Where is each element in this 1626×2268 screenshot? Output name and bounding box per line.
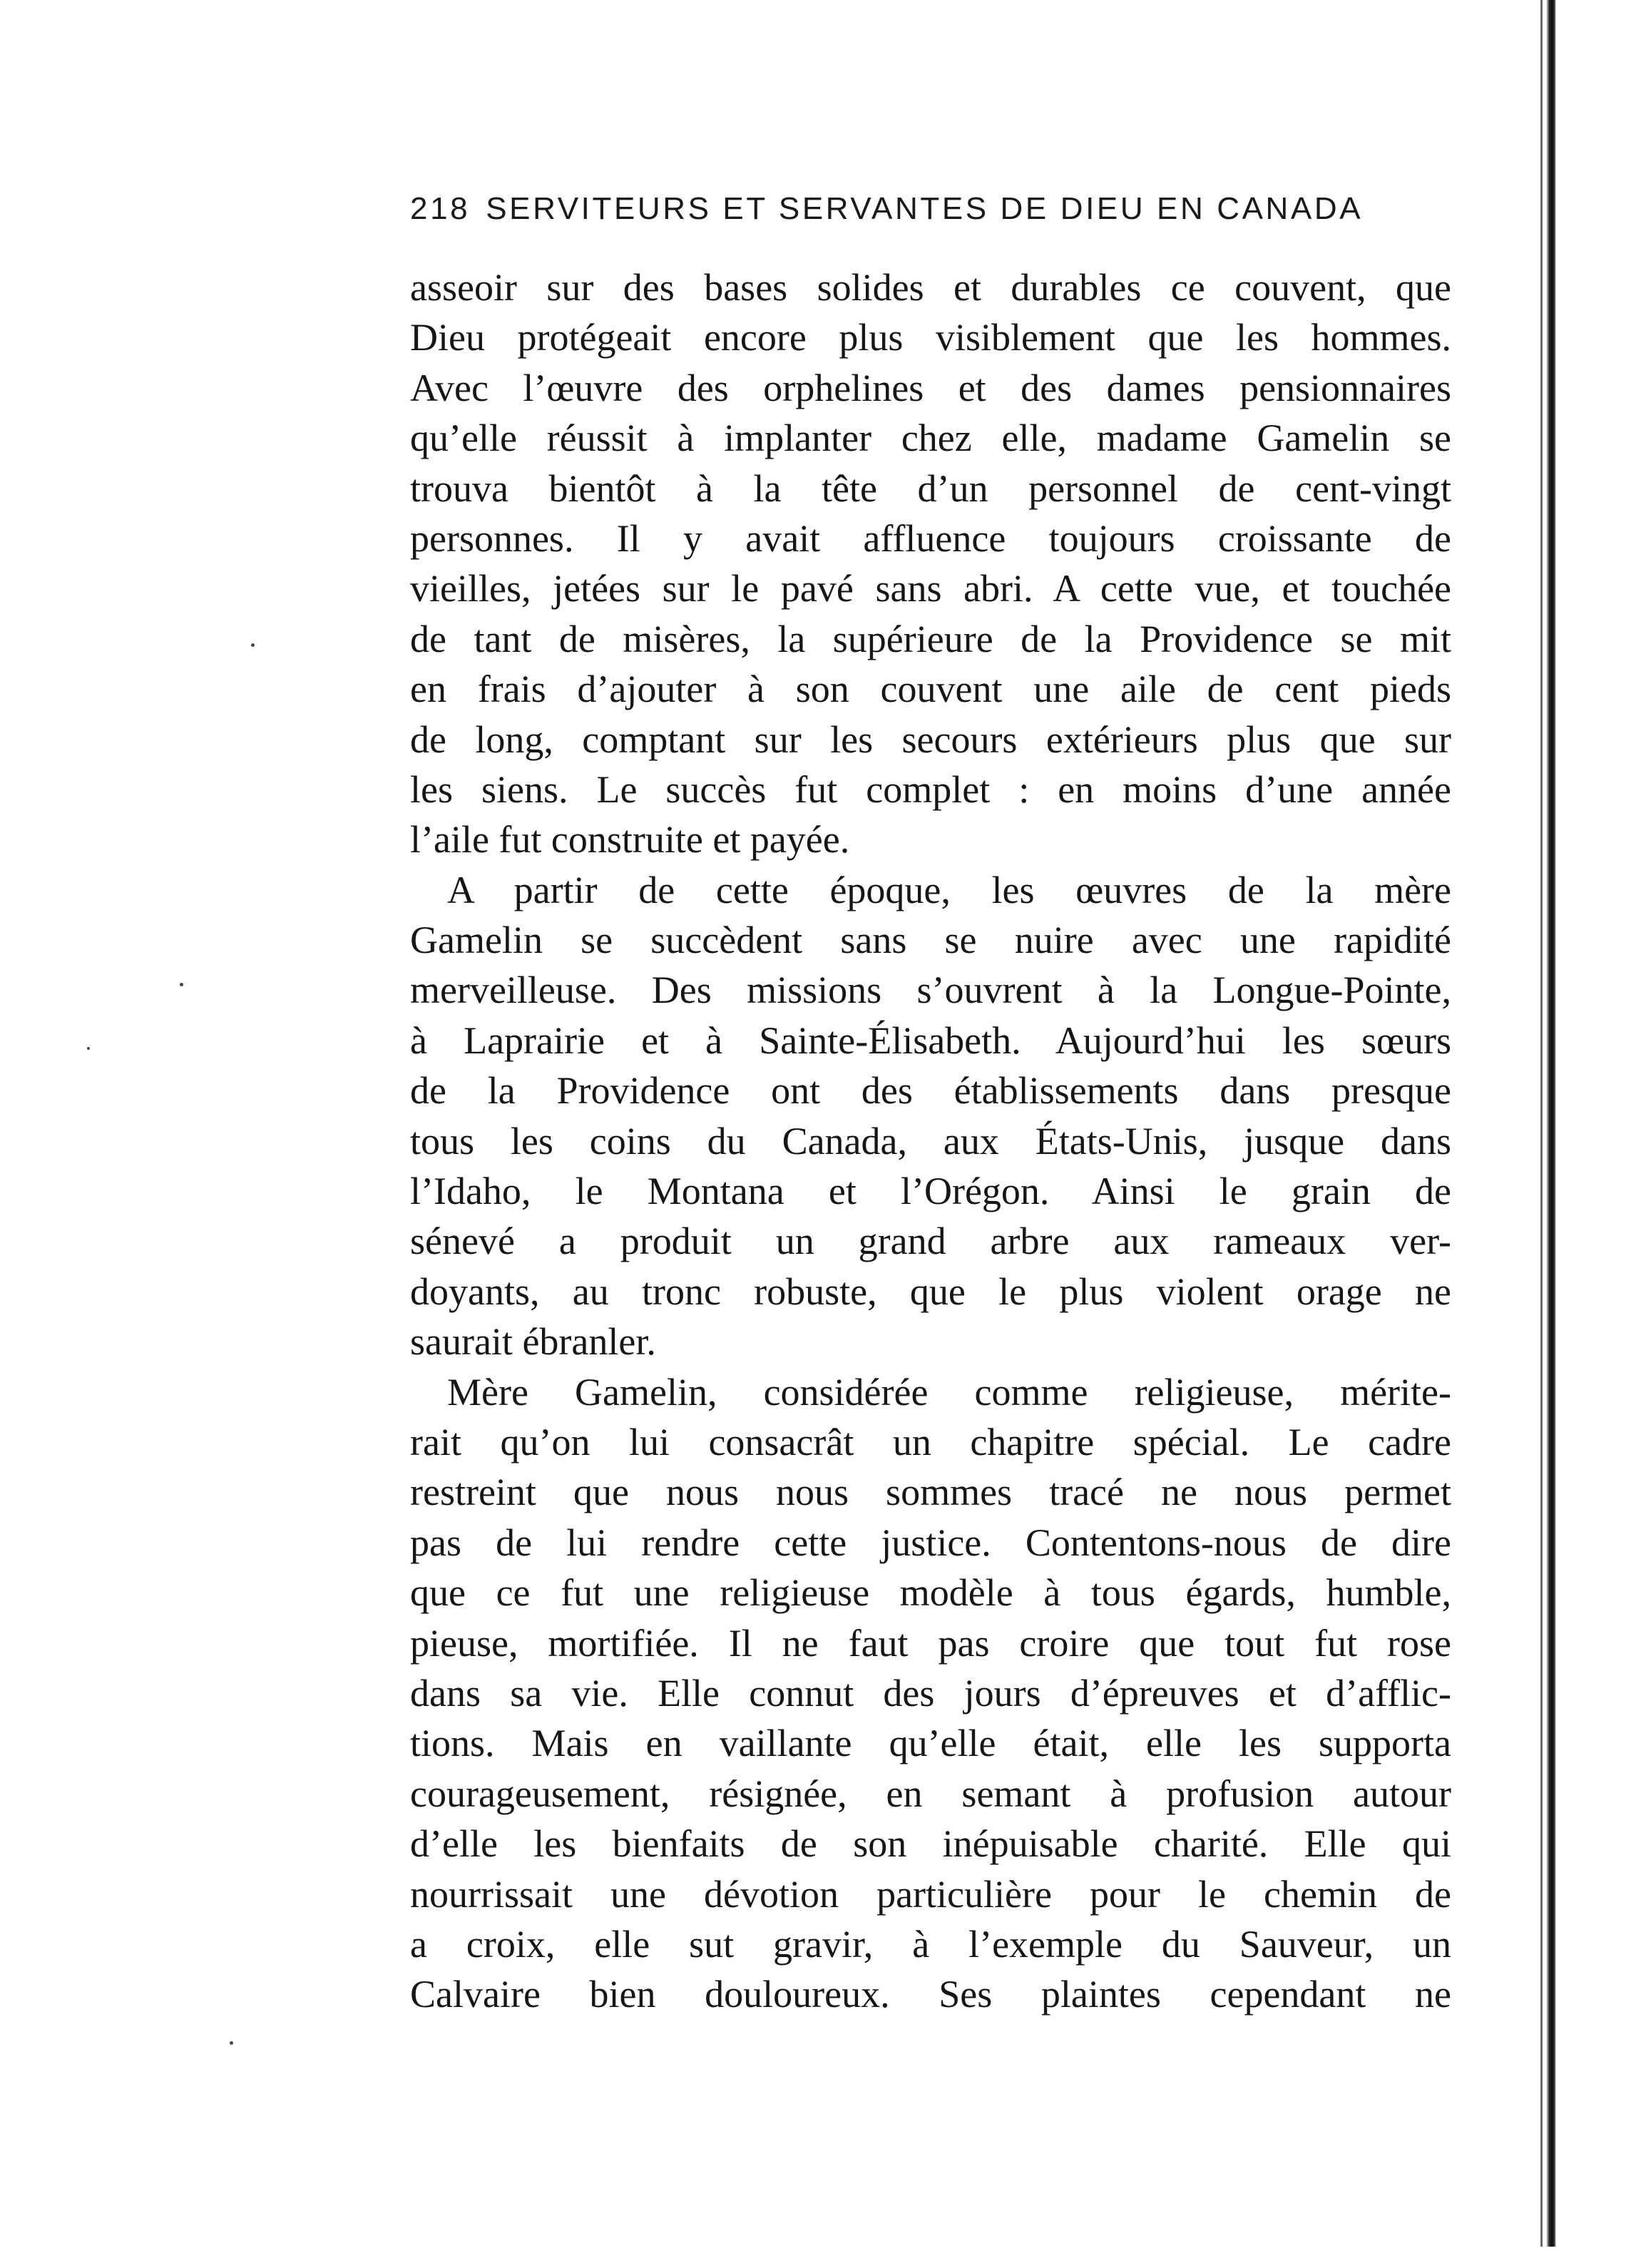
binding-edge-shadow	[1546, 0, 1556, 2247]
text-line: l’aile fut construite et payée.	[410, 818, 850, 862]
text-line: pieuse, mortifiée. Il ne faut pas croire que tout fut rose	[410, 1621, 1451, 1665]
running-title: SERVITEURS ET SERVANTES DE DIEU EN CANADA	[486, 191, 1364, 226]
text-line: l’Idaho, le Montana et l’Orégon. Ainsi le grain de	[410, 1170, 1451, 1213]
text-line: A partir de cette époque, les œuvres de la mère	[447, 868, 1451, 911]
scan-speck	[230, 2041, 233, 2045]
text-line: en frais d’ajouter à son couvent une aile de cent pieds	[410, 668, 1451, 711]
binding-edge-thin	[1540, 0, 1543, 2247]
body-text	[410, 262, 1451, 2020]
text-line: a croix, elle sut gravir, à l’exemple du Sauveur, un	[410, 1922, 1451, 1966]
page-number: 218	[410, 191, 471, 226]
text-line: les siens. Le succès fut complet : en moins d’une année	[410, 767, 1451, 811]
text-line: dans sa vie. Elle connut des jours d’épreuves et d’afflic-	[410, 1671, 1451, 1715]
text-line: rait qu’on lui consacrât un chapitre spécial. Le cadre	[410, 1420, 1451, 1464]
text-line: saurait ébranler.	[410, 1320, 656, 1364]
text-line: Avec l’œuvre des orphelines et des dames pensionnaires	[410, 366, 1451, 409]
text-line: restreint que nous nous sommes tracé ne nous permet	[410, 1471, 1451, 1514]
text-line: courageusement, résignée, en semant à profusion autour	[410, 1772, 1451, 1815]
text-line: personnes. Il y avait affluence toujours croissante de	[410, 516, 1451, 560]
text-line: tous les coins du Canada, aux États-Unis, jusque dans	[410, 1119, 1451, 1163]
text-line: que ce fut une religieuse modèle à tous égards, humble,	[410, 1571, 1451, 1615]
text-line: sénevé a produit un grand arbre aux rameaux ver-	[410, 1220, 1451, 1263]
text-line: Calvaire bien douloureux. Ses plaintes cependant ne	[410, 1973, 1451, 2016]
text-line: qu’elle réussit à implanter chez elle, madame Gamelin se	[410, 417, 1451, 460]
text-line: de long, comptant sur les secours extérieurs plus que sur	[410, 717, 1451, 761]
text-line: vieilles, jetées sur le pavé sans abri. A cette vue, et touchée	[410, 567, 1451, 611]
text-line: Gamelin se succèdent sans se nuire avec une rapidité	[410, 919, 1451, 962]
text-line: pas de lui rendre cette justice. Contentons-nous de dire	[410, 1521, 1451, 1564]
text-line: trouva bientôt à la tête d’un personnel de cent-vingt	[410, 466, 1451, 510]
text-line: d’elle les bienfaits de son inépuisable charité. Elle qui	[410, 1822, 1451, 1866]
text-line: doyants, au tronc robuste, que le plus violent orage ne	[410, 1270, 1451, 1313]
text-line: asseoir sur des bases solides et durables ce couvent, que	[410, 266, 1451, 309]
text-line: nourrissait une dévotion particulière pour le chemin de	[410, 1872, 1451, 1916]
running-header	[410, 191, 1451, 227]
text-line: merveilleuse. Des missions s’ouvrent à la Longue-Pointe,	[410, 969, 1451, 1012]
text-line: de tant de misères, la supérieure de la Providence se mit	[410, 617, 1451, 660]
text-line: de la Providence ont des établissements dans presque	[410, 1069, 1451, 1113]
text-line: Dieu protégeait encore plus visiblement que les hommes.	[410, 316, 1451, 359]
text-line: Mère Gamelin, considérée comme religieuse, mérite-	[447, 1370, 1451, 1414]
text-line: à Laprairie et à Sainte-Élisabeth. Aujourd’hui les sœurs	[410, 1018, 1451, 1062]
scan-speck	[251, 643, 255, 647]
scan-speck	[87, 1047, 90, 1050]
text-line: tions. Mais en vaillante qu’elle était, elle les supporta	[410, 1722, 1451, 1765]
scan-speck	[180, 983, 183, 986]
